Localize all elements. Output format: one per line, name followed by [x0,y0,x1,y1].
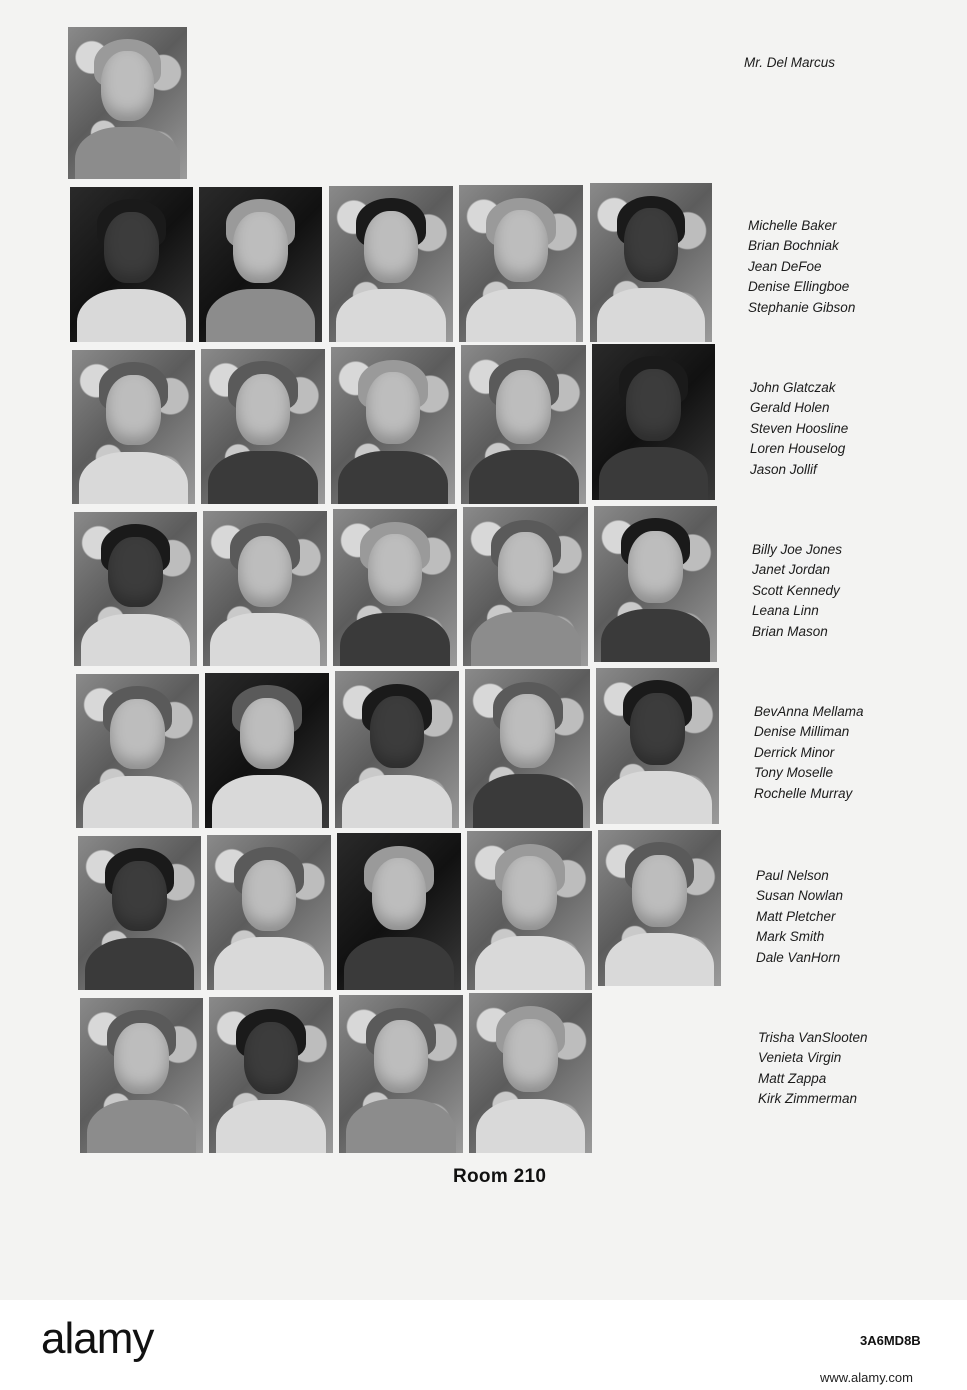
student-photo [72,350,195,504]
student-photo [331,347,455,504]
names-group-3: Billy Joe Jones Janet Jordan Scott Kennedy Leana Linn Brian Mason [752,542,843,639]
student-photo [461,345,586,504]
student-photo [201,349,325,504]
student-photo [335,671,459,828]
student-photo [329,186,453,342]
student-photo [594,506,717,662]
student-photo [76,674,199,828]
student-photo [590,183,712,342]
student-photo [205,673,329,828]
student-photo [592,344,715,500]
student-photo [339,995,463,1153]
teacher-photo [68,27,187,179]
student-photo [598,830,721,986]
student-photo [209,997,333,1153]
student-photo [337,833,461,990]
student-photo [469,993,592,1153]
teacher-name: Mr. Del Marcus [744,55,836,70]
student-photo [74,512,197,666]
student-photo [203,511,327,666]
room-caption: Room 210 [453,1166,547,1187]
student-photo [465,669,590,828]
watermark-url: www.alamy.com [820,1370,913,1385]
student-photo [467,831,592,990]
student-photo [80,998,203,1153]
watermark-brand: alamy [41,1314,154,1363]
student-photo [70,187,193,342]
names-group-6: Trisha VanSlooten Venieta Virgin Matt Zappa Kirk Zimmerman [758,1030,868,1107]
names-group-4: BevAnna Mellama Denise Milliman Derrick Minor Tony Moselle Rochelle Murray [754,704,864,801]
watermark-image-id: 3A6MD8B [860,1333,921,1348]
student-photo [459,185,583,342]
student-photo [78,836,201,990]
student-photo [199,187,322,342]
student-photo [207,835,331,990]
student-photo [333,509,457,666]
student-photo [596,668,719,824]
names-group-2: John Glatczak Gerald Holen Steven Hoosline Loren Houselog Jason Jollif [750,380,849,477]
names-group-5: Paul Nelson Susan Nowlan Matt Pletcher Mark Smith Dale VanHorn [756,868,844,965]
names-group-1: Michelle Baker Brian Bochniak Jean DeFoe Denise Ellingboe Stephanie Gibson [748,218,856,315]
student-photo [463,507,588,666]
